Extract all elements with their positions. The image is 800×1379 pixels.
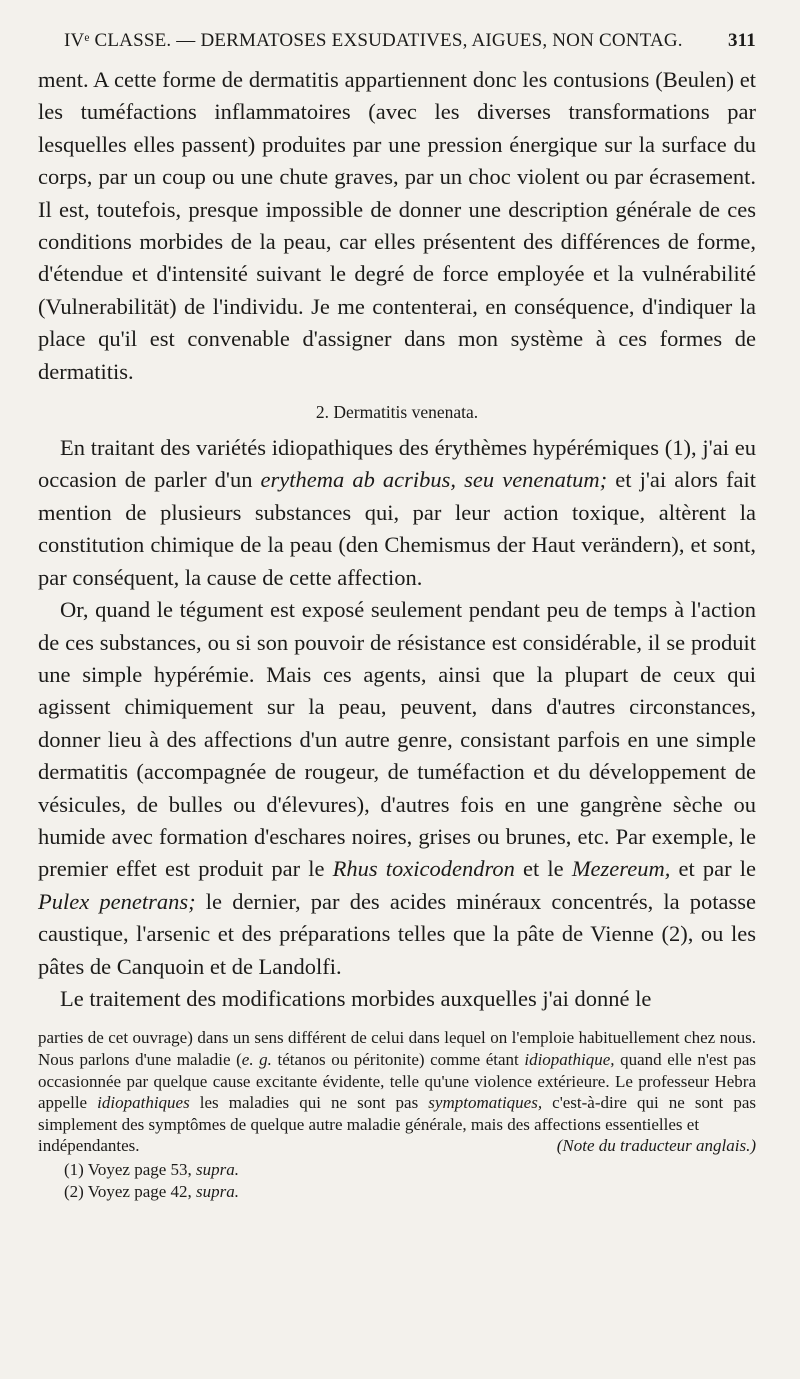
paragraph-3-text-a: Or, quand le tégument est exposé seulement pendant peu de temps à l'action de ces substances, ou si son pouvoir de résistance est considérable, il se produit une simple hypérémie. Mais ces agents, ainsi que la plupart de ceux qui agissent chimiquement sur la peau, peuvent, dans d'autres circonstances, donner lieu à des affections d'un autre genre, consistant parfois en une simple dermatitis (accompagnée de rougeur, de tuméfaction et du développement de vésicules, de bulles ou d'élevures), d'autres fois en une gangrène sèche ou humide avec formation d'eschares noires, grises ou brunes, etc. Par exemple, le premier effet est produit par le [38,597,756,882]
footnote-text-i: c'est-à-dire qui ne sont pas simplement des symptômes de quelque autre maladie générale, mais des affections essentielles et [38,1093,756,1134]
paragraph-2-text-c: et j'ai alors fait mention de plusieurs substances qui, par leur action toxique, altèrent la constitution chimique de la peau (den Chemismus der Haut verändern), et sont, par conséquent, la cause de cette affection. [38,467,756,590]
footnote-text-a: parties de cet ouvrage) dans un sens différent de celui dans lequel on l'emploie habituellement chez nous. Nous parlons d'une maladie ( [38,1028,756,1069]
paragraph-3 [38,594,756,983]
paragraph-3-italic-mezereum: Mezereum, [571,856,671,882]
paragraph-3-italic-pulex: Pulex penetrans; [38,888,196,914]
section-title: 2. Dermatitis venenata. [315,402,479,423]
footnote-references [64,1159,756,1202]
footnote-italic-idiopathique: idiopathique, [524,1049,615,1069]
paragraph-1: ment. A cette forme de dermatitis appartiennent donc les contusions (Beulen) et les tuméfactions inflammatoires (avec les diverses transformations par lesquelles elles passent) produites par une pression énergique sur la surface du corps, par un coup ou une chute graves, par un choc violent ou par écrasement. Il est, toutefois, presque impossible de donner une description générale de ces conditions morbides de la peau, car elles présentent des différences de forme, d'étendue et d'intensité suivant le degré de force employée et la vulnérabilité (Vulnerabilität) de l'individu. Je me contenterai, en conséquence, d'indiquer la place qu'il est convenable d'assigner dans mon système à ces formes de dermatitis. [38,67,756,384]
footnote-text-e: quand elle n'est pas occasionnée par quelque cause excitante évidente, telle qu'une violence extérieure. Le professeur Hebra appelle [38,1049,757,1113]
footnote-ref-1 [64,1159,756,1181]
footnote [38,1027,756,1157]
running-title: IVᵉ CLASSE. — DERMATOSES EXSUDATIVES, AIGUES, NON CONTAG. [64,30,683,51]
page-number: 311 [727,30,756,51]
ref-2-supra: supra. [196,1181,240,1201]
paragraph-3-text-c: et le [514,856,572,882]
paragraph-2-italic: erythema ab acribus, seu venenatum; [260,467,608,493]
footnote-last-word: indépendantes. [38,1136,140,1156]
paragraph-2 [38,432,756,594]
paragraph-3-italic-rhus: Rhus toxicodendron [332,856,515,882]
footnote-text-c: tétanos ou péritonite) comme étant [271,1049,525,1069]
paragraph-2-text-a: En traitant des variétés idiopathiques des érythèmes hypérémiques (1), j'ai eu occasion de parler d'un [38,435,756,493]
footnote-italic-eg: e. g. [241,1049,272,1069]
ref-1-supra: supra. [196,1159,240,1179]
paragraph-3-text-e: et par le [670,856,756,882]
footnote-italic-idiopathiques: idiopathiques [97,1093,190,1113]
paragraph-3-text-g: le dernier, par des acides minéraux concentrés, la potasse caustique, l'arsenic et des préparations telles que la pâte de Vienne (2), ou les pâtes de Canquoin et de Landolfi. [38,888,757,979]
running-header [64,30,756,64]
translator-note: (Note du traducteur anglais.) [556,1136,756,1156]
main-text [38,64,756,1015]
footnote-ref-2 [64,1181,756,1203]
ref-2-text: (2) Voyez page 42, [64,1181,197,1201]
footnote-text [38,1027,756,1135]
footnote-text-g: les maladies qui ne sont pas [189,1093,429,1113]
ref-1-text: (1) Voyez page 53, [64,1159,197,1179]
footnote-last-line [38,1135,756,1157]
footnote-italic-symptomatiques: symptomatiques, [428,1093,543,1113]
paragraph-4: Le traitement des modifications morbides auxquelles j'ai donné le [60,985,652,1011]
